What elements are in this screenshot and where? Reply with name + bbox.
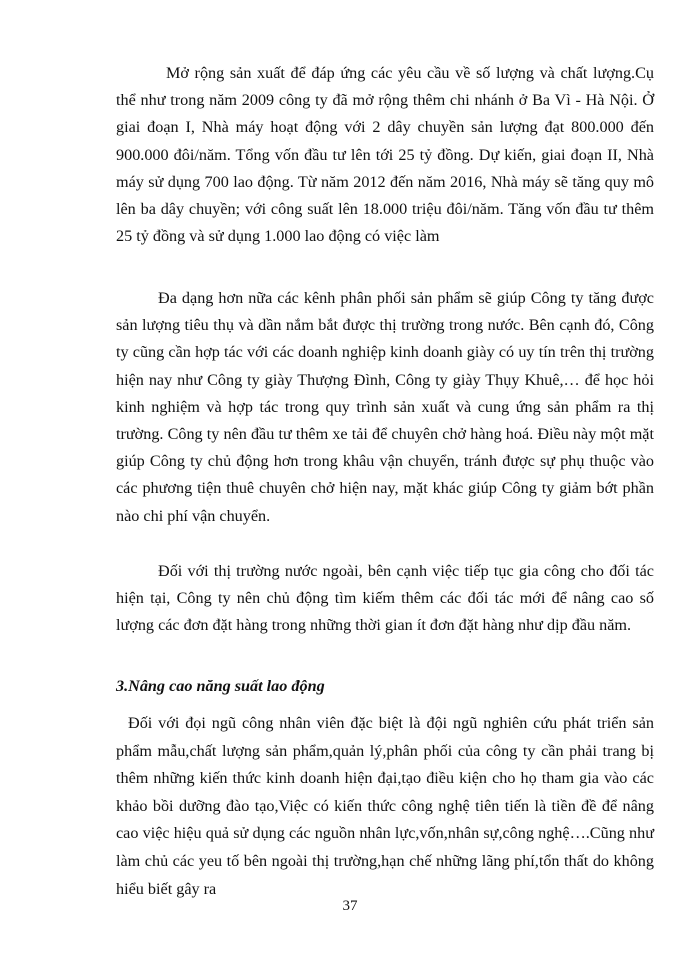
- page-number: 37: [342, 898, 358, 914]
- paragraph-foreign-market: Đối với thị trường nước ngoài, bên cạnh việc tiếp tục gia công cho đối tác hiện tại, Công ty nên chủ động tìm kiếm thêm các đối tác mới để nâng cao số lượng các đơn đặt hàng trong những thời gian ít đơn đặt hàng như dịp đầu năm.: [116, 562, 654, 635]
- paragraph-expand-production: Mở rộng sản xuất để đáp ứng các yêu cầu về số lượng và chất lượng.Cụ thể như trong năm 2009 công ty đã mở rộng thêm chi nhánh ở Ba Vì - Hà Nội. Ở giai đoạn I, Nhà máy hoạt động với 2 dây chuyền sản lượng đạt 800.000 đến 900.000 đôi/năm. Tổng vốn đầu tư lên tới 25 tỷ đồng. Dự kiến, giai đoạn II, Nhà máy sử dụng 700 lao động. Từ năm 2012 đến năm 2016, Nhà máy sẽ tăng quy mô lên ba dây chuyền; với công suất lên 18.000 triệu đôi/năm. Tăng vốn đầu tư thêm 25 tỷ đồng và sử dụng 1.000 lao động có việc làm: [116, 64, 654, 246]
- paragraph-workforce: Đối với đọi ngũ công nhân viên đặc biệt là đội ngũ nghiên cứu phát triển sản phẩm mẫu,chất lượng sản phẩm,quản lý,phân phối của công ty cần phải trang bị thêm những kiến thức kinh doanh hiện đại,tạo điều kiện cho họ tham gia vào các khảo bồi dưỡng đào tạo,Việc có kiến thức công nghệ tiên tiến là tiền đề để nâng cao việc hiệu quả sử dụng các nguồn nhân lực,vốn,nhân sự,công nghệ….Cũng như làm chủ các yeu tố bên ngoài thị trường,hạn chế những lãng phí,tổn thất do không hiểu biết gây ra: [116, 714, 654, 898]
- paragraph-distribution-channels: Đa dạng hơn nữa các kênh phân phối sản phẩm sẽ giúp Công ty tăng được sản lượng tiêu thụ và dần nắm bắt được thị trường trong nước. Bên cạnh đó, Công ty cũng cần hợp tác với các doanh nghiệp kinh doanh giày có uy tín trên thị trường hiện nay như Công ty giày Thượng Đình, Công ty giày Thụy Khuê,… để học hỏi kinh nghiệm và hợp tác trong quy trình sản xuất và cung ứng sản phẩm ra thị trường. Công ty nên đầu tư thêm xe tải để chuyên chở hàng hoá. Điều này một mặt giúp Công ty chủ động hơn trong khâu vận chuyển, tránh được sự phụ thuộc vào các phương tiện thuê chuyên chở hiện nay, mặt khác giúp Công ty giảm bớt phần nào chi phí vận chuyển.: [116, 289, 654, 525]
- section-heading: 3.Nâng cao năng suất lao động: [116, 677, 325, 695]
